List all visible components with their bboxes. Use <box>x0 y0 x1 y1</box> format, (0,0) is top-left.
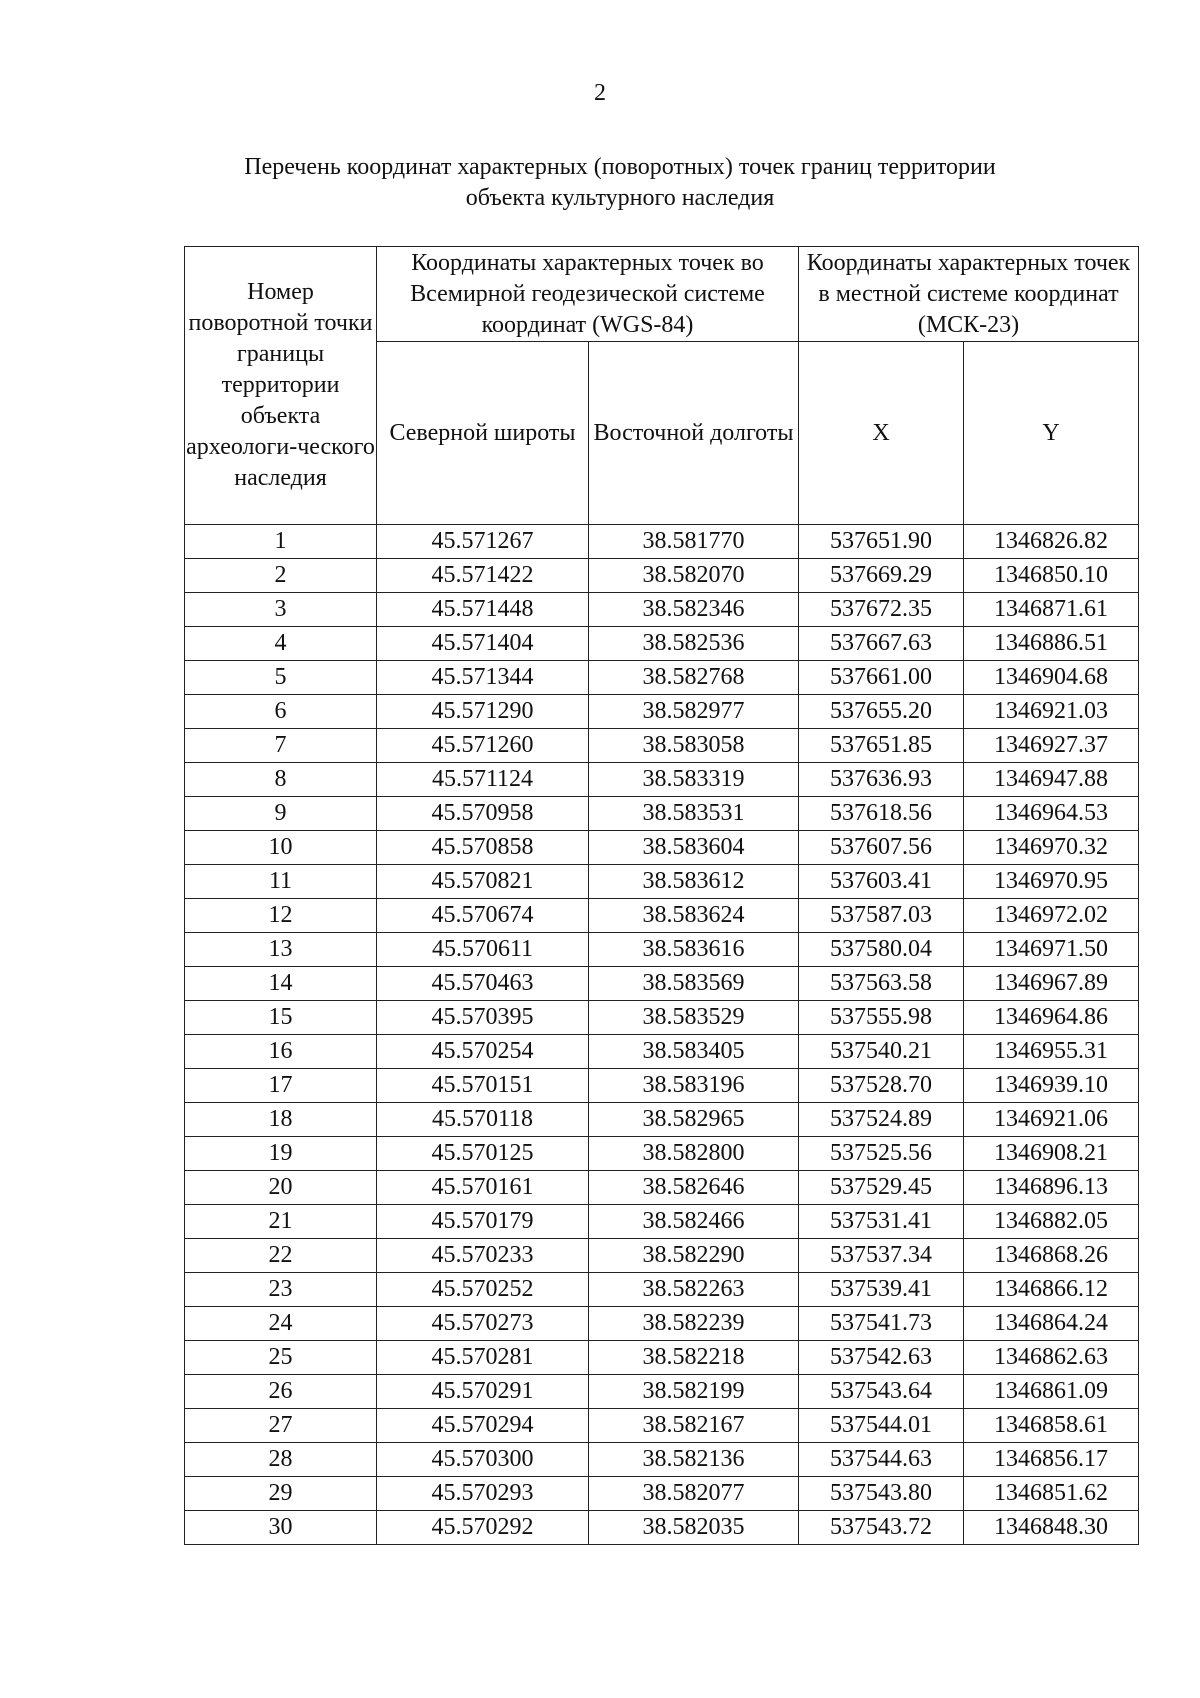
cell-north-latitude: 45.570858 <box>377 831 589 865</box>
cell-x: 537528.70 <box>799 1069 964 1103</box>
cell-north-latitude: 45.570281 <box>377 1341 589 1375</box>
cell-x: 537651.90 <box>799 525 964 559</box>
cell-x: 537667.63 <box>799 627 964 661</box>
cell-point-number: 27 <box>185 1409 377 1443</box>
cell-east-longitude: 38.582346 <box>589 593 799 627</box>
cell-x: 537529.45 <box>799 1171 964 1205</box>
cell-y: 1346858.61 <box>964 1409 1139 1443</box>
table-row <box>185 1137 1139 1171</box>
cell-x: 537540.21 <box>799 1035 964 1069</box>
table-row <box>185 1477 1139 1511</box>
cell-east-longitude: 38.582466 <box>589 1205 799 1239</box>
cell-east-longitude: 38.582239 <box>589 1307 799 1341</box>
table-row <box>185 1375 1139 1409</box>
cell-x: 537607.56 <box>799 831 964 865</box>
cell-x: 537618.56 <box>799 797 964 831</box>
cell-north-latitude: 45.570300 <box>377 1443 589 1477</box>
cell-north-latitude: 45.571290 <box>377 695 589 729</box>
cell-point-number: 2 <box>185 559 377 593</box>
cell-y: 1346896.13 <box>964 1171 1139 1205</box>
cell-x: 537544.63 <box>799 1443 964 1477</box>
header-north-latitude: Северной широты <box>377 342 589 525</box>
cell-y: 1346861.09 <box>964 1375 1139 1409</box>
cell-x: 537543.64 <box>799 1375 964 1409</box>
cell-point-number: 22 <box>185 1239 377 1273</box>
cell-y: 1346955.31 <box>964 1035 1139 1069</box>
cell-north-latitude: 45.570118 <box>377 1103 589 1137</box>
table-row <box>185 729 1139 763</box>
table-row <box>185 559 1139 593</box>
cell-y: 1346939.10 <box>964 1069 1139 1103</box>
cell-north-latitude: 45.570292 <box>377 1511 589 1545</box>
table-row <box>185 1035 1139 1069</box>
cell-east-longitude: 38.582136 <box>589 1443 799 1477</box>
cell-x: 537661.00 <box>799 661 964 695</box>
cell-east-longitude: 38.583616 <box>589 933 799 967</box>
table-row <box>185 1273 1139 1307</box>
cell-north-latitude: 45.570821 <box>377 865 589 899</box>
cell-point-number: 11 <box>185 865 377 899</box>
cell-y: 1346856.17 <box>964 1443 1139 1477</box>
cell-y: 1346866.12 <box>964 1273 1139 1307</box>
cell-north-latitude: 45.571260 <box>377 729 589 763</box>
cell-east-longitude: 38.583569 <box>589 967 799 1001</box>
header-x: X <box>799 342 964 525</box>
cell-point-number: 18 <box>185 1103 377 1137</box>
cell-point-number: 4 <box>185 627 377 661</box>
cell-x: 537636.93 <box>799 763 964 797</box>
table-row <box>185 593 1139 627</box>
cell-east-longitude: 38.583531 <box>589 797 799 831</box>
cell-east-longitude: 38.582977 <box>589 695 799 729</box>
cell-north-latitude: 45.571404 <box>377 627 589 661</box>
cell-point-number: 7 <box>185 729 377 763</box>
cell-east-longitude: 38.583058 <box>589 729 799 763</box>
cell-east-longitude: 38.583319 <box>589 763 799 797</box>
cell-point-number: 5 <box>185 661 377 695</box>
cell-east-longitude: 38.582077 <box>589 1477 799 1511</box>
cell-y: 1346927.37 <box>964 729 1139 763</box>
document-title-line-2: объекта культурного наследия <box>465 185 775 211</box>
cell-point-number: 3 <box>185 593 377 627</box>
cell-point-number: 25 <box>185 1341 377 1375</box>
cell-x: 537651.85 <box>799 729 964 763</box>
cell-east-longitude: 38.583624 <box>589 899 799 933</box>
cell-east-longitude: 38.583529 <box>589 1001 799 1035</box>
cell-y: 1346864.24 <box>964 1307 1139 1341</box>
table-row <box>185 627 1139 661</box>
cell-x: 537543.72 <box>799 1511 964 1545</box>
cell-x: 537603.41 <box>799 865 964 899</box>
table-row <box>185 1409 1139 1443</box>
cell-point-number: 9 <box>185 797 377 831</box>
page-number: 2 <box>594 80 606 106</box>
cell-x: 537587.03 <box>799 899 964 933</box>
table-row <box>185 831 1139 865</box>
cell-x: 537541.73 <box>799 1307 964 1341</box>
cell-east-longitude: 38.581770 <box>589 525 799 559</box>
table-row <box>185 933 1139 967</box>
table-row <box>185 1239 1139 1273</box>
cell-y: 1346851.62 <box>964 1477 1139 1511</box>
cell-point-number: 30 <box>185 1511 377 1545</box>
table-row <box>185 661 1139 695</box>
cell-point-number: 28 <box>185 1443 377 1477</box>
cell-x: 537672.35 <box>799 593 964 627</box>
cell-y: 1346848.30 <box>964 1511 1139 1545</box>
cell-y: 1346970.32 <box>964 831 1139 865</box>
table-row <box>185 1171 1139 1205</box>
cell-north-latitude: 45.571448 <box>377 593 589 627</box>
cell-x: 537563.58 <box>799 967 964 1001</box>
document-title-line-1: Перечень координат характерных (поворотных) точек границ территории <box>244 154 996 180</box>
cell-x: 537537.34 <box>799 1239 964 1273</box>
table-row <box>185 1341 1139 1375</box>
cell-east-longitude: 38.582646 <box>589 1171 799 1205</box>
cell-y: 1346868.26 <box>964 1239 1139 1273</box>
cell-north-latitude: 45.570958 <box>377 797 589 831</box>
cell-north-latitude: 45.570294 <box>377 1409 589 1443</box>
cell-point-number: 21 <box>185 1205 377 1239</box>
cell-north-latitude: 45.571124 <box>377 763 589 797</box>
cell-north-latitude: 45.570395 <box>377 1001 589 1035</box>
coordinates-table <box>184 246 1139 1545</box>
cell-x: 537544.01 <box>799 1409 964 1443</box>
cell-x: 537555.98 <box>799 1001 964 1035</box>
cell-y: 1346826.82 <box>964 525 1139 559</box>
cell-north-latitude: 45.570161 <box>377 1171 589 1205</box>
cell-x: 537525.56 <box>799 1137 964 1171</box>
cell-point-number: 29 <box>185 1477 377 1511</box>
table-row <box>185 1443 1139 1477</box>
cell-east-longitude: 38.583612 <box>589 865 799 899</box>
table-row <box>185 1205 1139 1239</box>
cell-x: 537531.41 <box>799 1205 964 1239</box>
cell-y: 1346964.86 <box>964 1001 1139 1035</box>
table-row <box>185 763 1139 797</box>
table-row <box>185 797 1139 831</box>
cell-north-latitude: 45.570611 <box>377 933 589 967</box>
cell-point-number: 23 <box>185 1273 377 1307</box>
table-row <box>185 1307 1139 1341</box>
header-y: Y <box>964 342 1139 525</box>
cell-y: 1346886.51 <box>964 627 1139 661</box>
cell-north-latitude: 45.570233 <box>377 1239 589 1273</box>
cell-y: 1346964.53 <box>964 797 1139 831</box>
cell-north-latitude: 45.570179 <box>377 1205 589 1239</box>
table-row <box>185 695 1139 729</box>
cell-east-longitude: 38.582218 <box>589 1341 799 1375</box>
cell-east-longitude: 38.582536 <box>589 627 799 661</box>
cell-north-latitude: 45.570252 <box>377 1273 589 1307</box>
table-row <box>185 1103 1139 1137</box>
cell-east-longitude: 38.582965 <box>589 1103 799 1137</box>
table-row <box>185 1069 1139 1103</box>
table-row <box>185 865 1139 899</box>
cell-point-number: 14 <box>185 967 377 1001</box>
cell-y: 1346971.50 <box>964 933 1139 967</box>
cell-east-longitude: 38.582035 <box>589 1511 799 1545</box>
cell-east-longitude: 38.583405 <box>589 1035 799 1069</box>
cell-y: 1346972.02 <box>964 899 1139 933</box>
document-title <box>170 152 1070 214</box>
cell-x: 537655.20 <box>799 695 964 729</box>
cell-east-longitude: 38.582167 <box>589 1409 799 1443</box>
cell-east-longitude: 38.582768 <box>589 661 799 695</box>
cell-x: 537543.80 <box>799 1477 964 1511</box>
cell-north-latitude: 45.571422 <box>377 559 589 593</box>
cell-point-number: 20 <box>185 1171 377 1205</box>
cell-east-longitude: 38.582070 <box>589 559 799 593</box>
cell-x: 537669.29 <box>799 559 964 593</box>
cell-x: 537542.63 <box>799 1341 964 1375</box>
cell-east-longitude: 38.582199 <box>589 1375 799 1409</box>
cell-point-number: 10 <box>185 831 377 865</box>
cell-north-latitude: 45.570463 <box>377 967 589 1001</box>
cell-north-latitude: 45.570254 <box>377 1035 589 1069</box>
cell-y: 1346862.63 <box>964 1341 1139 1375</box>
cell-point-number: 17 <box>185 1069 377 1103</box>
cell-north-latitude: 45.570293 <box>377 1477 589 1511</box>
cell-north-latitude: 45.570151 <box>377 1069 589 1103</box>
table-row <box>185 525 1139 559</box>
cell-y: 1346970.95 <box>964 865 1139 899</box>
cell-point-number: 15 <box>185 1001 377 1035</box>
cell-north-latitude: 45.571344 <box>377 661 589 695</box>
cell-y: 1346882.05 <box>964 1205 1139 1239</box>
cell-north-latitude: 45.570273 <box>377 1307 589 1341</box>
cell-y: 1346947.88 <box>964 763 1139 797</box>
cell-point-number: 16 <box>185 1035 377 1069</box>
cell-point-number: 1 <box>185 525 377 559</box>
header-east-longitude: Восточной долготы <box>589 342 799 525</box>
cell-point-number: 26 <box>185 1375 377 1409</box>
header-wgs84-group: Координаты характерных точек во Всемирной геодезической системе координат (WGS-84) <box>377 247 799 342</box>
cell-north-latitude: 45.570291 <box>377 1375 589 1409</box>
cell-y: 1346871.61 <box>964 593 1139 627</box>
cell-y: 1346850.10 <box>964 559 1139 593</box>
cell-point-number: 12 <box>185 899 377 933</box>
table-row <box>185 1511 1139 1545</box>
table-row <box>185 967 1139 1001</box>
header-point-number: Номер поворотной точки границы территории объекта археологи-ческого наследия <box>185 247 377 525</box>
cell-point-number: 13 <box>185 933 377 967</box>
cell-x: 537539.41 <box>799 1273 964 1307</box>
cell-east-longitude: 38.582800 <box>589 1137 799 1171</box>
cell-point-number: 19 <box>185 1137 377 1171</box>
cell-east-longitude: 38.582290 <box>589 1239 799 1273</box>
coordinates-table-header <box>185 247 1139 525</box>
cell-north-latitude: 45.570674 <box>377 899 589 933</box>
table-row <box>185 899 1139 933</box>
cell-y: 1346921.03 <box>964 695 1139 729</box>
cell-y: 1346908.21 <box>964 1137 1139 1171</box>
cell-x: 537524.89 <box>799 1103 964 1137</box>
cell-east-longitude: 38.583196 <box>589 1069 799 1103</box>
header-msk23-group: Координаты характерных точек в местной системе координат (МСК-23) <box>799 247 1139 342</box>
cell-north-latitude: 45.570125 <box>377 1137 589 1171</box>
cell-y: 1346921.06 <box>964 1103 1139 1137</box>
table-row <box>185 1001 1139 1035</box>
cell-east-longitude: 38.582263 <box>589 1273 799 1307</box>
cell-y: 1346904.68 <box>964 661 1139 695</box>
cell-point-number: 8 <box>185 763 377 797</box>
cell-x: 537580.04 <box>799 933 964 967</box>
cell-east-longitude: 38.583604 <box>589 831 799 865</box>
cell-north-latitude: 45.571267 <box>377 525 589 559</box>
cell-point-number: 24 <box>185 1307 377 1341</box>
coordinates-table-body <box>185 525 1139 1545</box>
cell-y: 1346967.89 <box>964 967 1139 1001</box>
cell-point-number: 6 <box>185 695 377 729</box>
